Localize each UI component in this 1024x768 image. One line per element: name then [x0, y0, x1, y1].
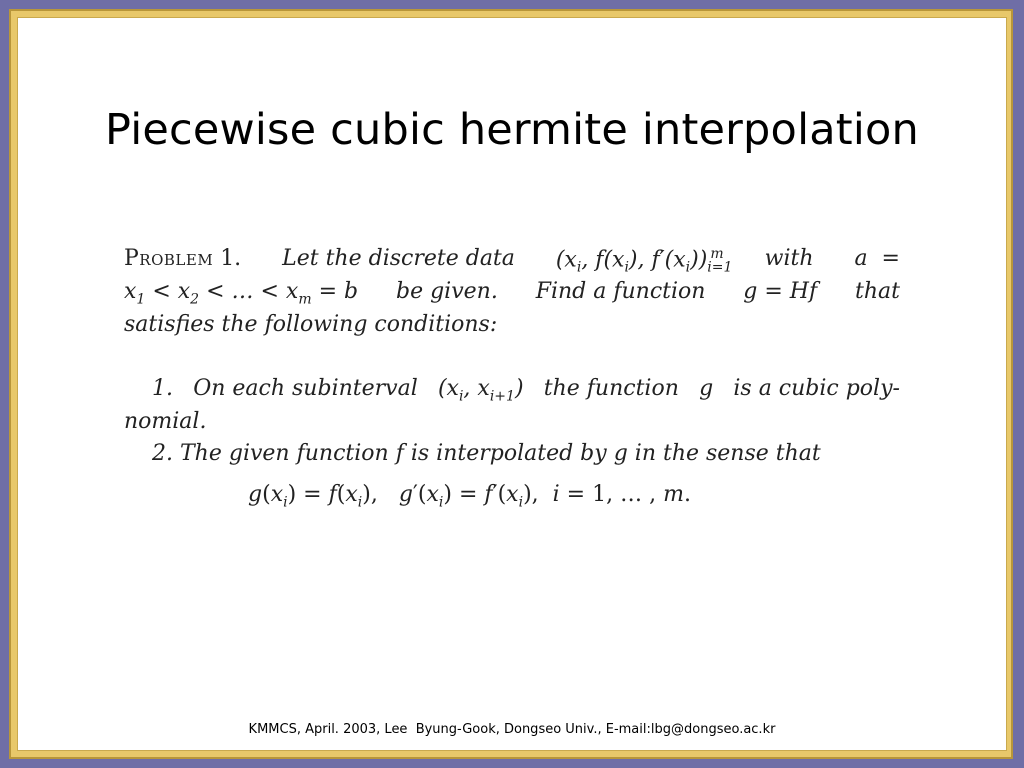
- slide-footer: KMMCS, April. 2003, Lee Byung-Gook, Dongseo Univ., E-mail:lbg@dongseo.ac.kr: [248, 722, 776, 737]
- condition-2-text-c: in the sense that: [634, 441, 821, 466]
- condition-2: [152, 441, 821, 471]
- condition-1-text-c: is a cubic poly-: [733, 376, 900, 401]
- condition-1: [124, 376, 900, 406]
- formula-ordering: $x_1 < x_2$ < … < $x_m = b$: [124, 279, 359, 308]
- formula-g: g: [699, 376, 714, 401]
- formula-data-tuple: ($x_i$, $f(x_i)$, $f'(x_i))_{i=1}^m$: [555, 246, 733, 276]
- problem-line-1-text: Let the discrete data: [282, 246, 515, 271]
- problem-line-2-text: be given.: [396, 279, 498, 304]
- formula-g-2: g: [613, 441, 628, 466]
- condition-2-text-b: is interpolated by: [410, 441, 607, 466]
- formula-f: f: [395, 441, 404, 466]
- condition-2-text-a: The given function: [180, 441, 389, 466]
- interpolation-equation: $g(x_i) = f(x_i)$, $g'(x_i) = f'(x_i)$, i = 1, … , m.: [248, 482, 691, 511]
- condition-1-number: 1.: [152, 376, 173, 401]
- formula-g-equals-hf: g = Hf: [743, 279, 818, 304]
- problem-line-2-find: Find a function: [535, 279, 706, 304]
- condition-1-text-a: On each subinterval: [193, 376, 418, 401]
- formula-a-equals: a =: [854, 246, 900, 271]
- problem-label: Problem: [124, 246, 214, 271]
- problem-line-1-with: with: [764, 246, 814, 271]
- condition-1-cont-text: nomial.: [124, 409, 207, 434]
- formula-subinterval: ($x_i$, $x_{i+1}$): [437, 376, 524, 405]
- problem-line-3-text: satisfies the following conditions:: [124, 312, 498, 337]
- problem-line-3: [124, 312, 497, 342]
- problem-line-2: [124, 279, 900, 309]
- condition-1-continued: [124, 409, 206, 439]
- problem-number: 1.: [220, 246, 242, 271]
- condition-2-number: 2.: [152, 441, 173, 466]
- problem-line-1: [124, 246, 900, 276]
- problem-line-2-that: that: [855, 279, 900, 304]
- slide-title: Piecewise cubic hermite interpolation: [105, 105, 919, 155]
- condition-1-text-b: the function: [543, 376, 679, 401]
